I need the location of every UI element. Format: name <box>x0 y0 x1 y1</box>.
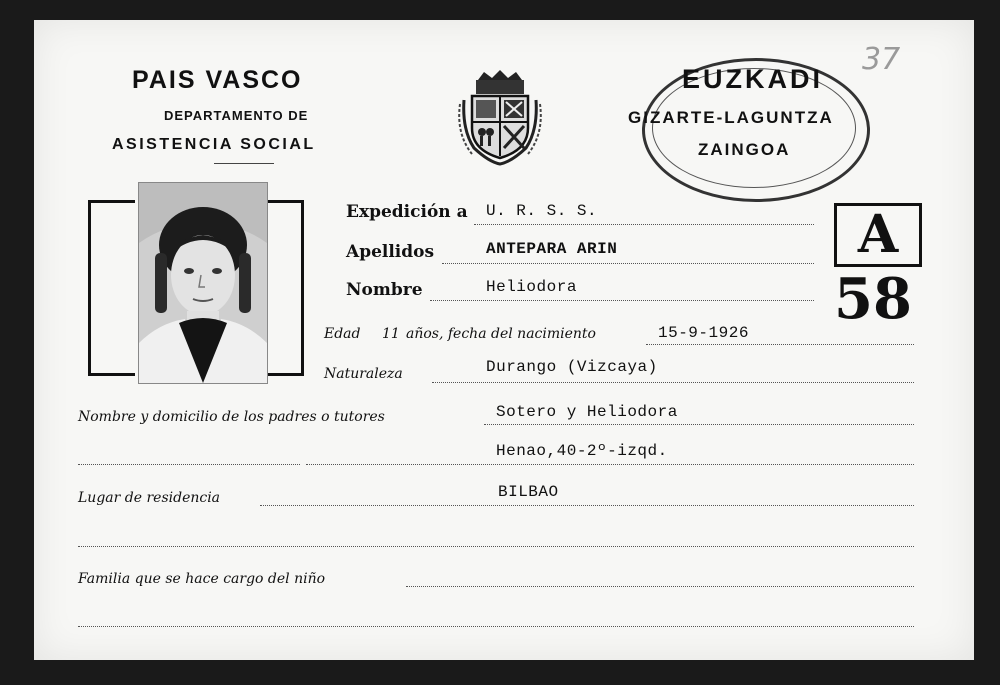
header-region: PAIS VASCO <box>132 66 303 94</box>
apellidos-label: Apellidos <box>346 242 435 262</box>
fecha-line <box>646 344 914 345</box>
naturaleza-label: Naturaleza <box>324 366 403 382</box>
residencia-line <box>260 505 914 506</box>
padres-address-line <box>306 464 914 465</box>
classification-letter-box: A <box>834 203 922 267</box>
padres-label: Nombre y domicilio de los padres o tutores <box>78 409 385 425</box>
expedicion-value: U. R. S. S. <box>486 202 598 220</box>
residencia-line-2 <box>78 546 914 547</box>
residencia-label: Lugar de residencia <box>78 490 221 506</box>
padres-line <box>484 424 914 425</box>
padres-value: Sotero y Heliodora <box>496 403 678 421</box>
header-department: ASISTENCIA SOCIAL <box>112 136 316 153</box>
naturaleza-line <box>432 382 914 383</box>
edad-label: Edad <box>324 326 361 342</box>
child-portrait-photo <box>138 182 268 384</box>
familia-line-2 <box>78 626 914 627</box>
edad-suffix: años, fecha del nacimiento <box>406 326 596 342</box>
nombre-line <box>430 300 814 301</box>
stamp-title: EUZKADI <box>682 64 823 94</box>
familia-label: Familia que se hace cargo del niño <box>78 571 326 587</box>
expedicion-line <box>474 224 814 225</box>
residencia-value: BILBAO <box>498 483 559 501</box>
pencil-annotation: 37 <box>862 42 901 77</box>
padres-address: Henao,40-2º-izqd. <box>496 442 668 460</box>
nombre-label: Nombre <box>346 280 423 300</box>
header-department-of: DEPARTAMENTO DE <box>164 108 309 123</box>
expedicion-label: Expedición a <box>346 202 468 222</box>
fecha-value: 15-9-1926 <box>658 324 749 342</box>
naturaleza-value: Durango (Vizcaya) <box>486 358 658 376</box>
apellidos-line <box>442 263 814 264</box>
photo-bracket-left <box>88 200 135 376</box>
header-underline <box>214 163 274 164</box>
registration-card <box>34 20 974 660</box>
stamp-line-1: GIZARTE-LAGUNTZA <box>628 108 834 127</box>
apellidos-value: ANTEPARA ARIN <box>486 240 618 258</box>
familia-line <box>406 586 914 587</box>
edad-value: 11 <box>382 326 400 342</box>
stamp-line-2: ZAINGOA <box>698 140 791 159</box>
basque-coat-of-arms-icon <box>454 70 546 166</box>
nombre-value: Heliodora <box>486 278 577 296</box>
padres-address-line-left <box>78 464 300 465</box>
classification-number: 58 <box>834 266 912 332</box>
